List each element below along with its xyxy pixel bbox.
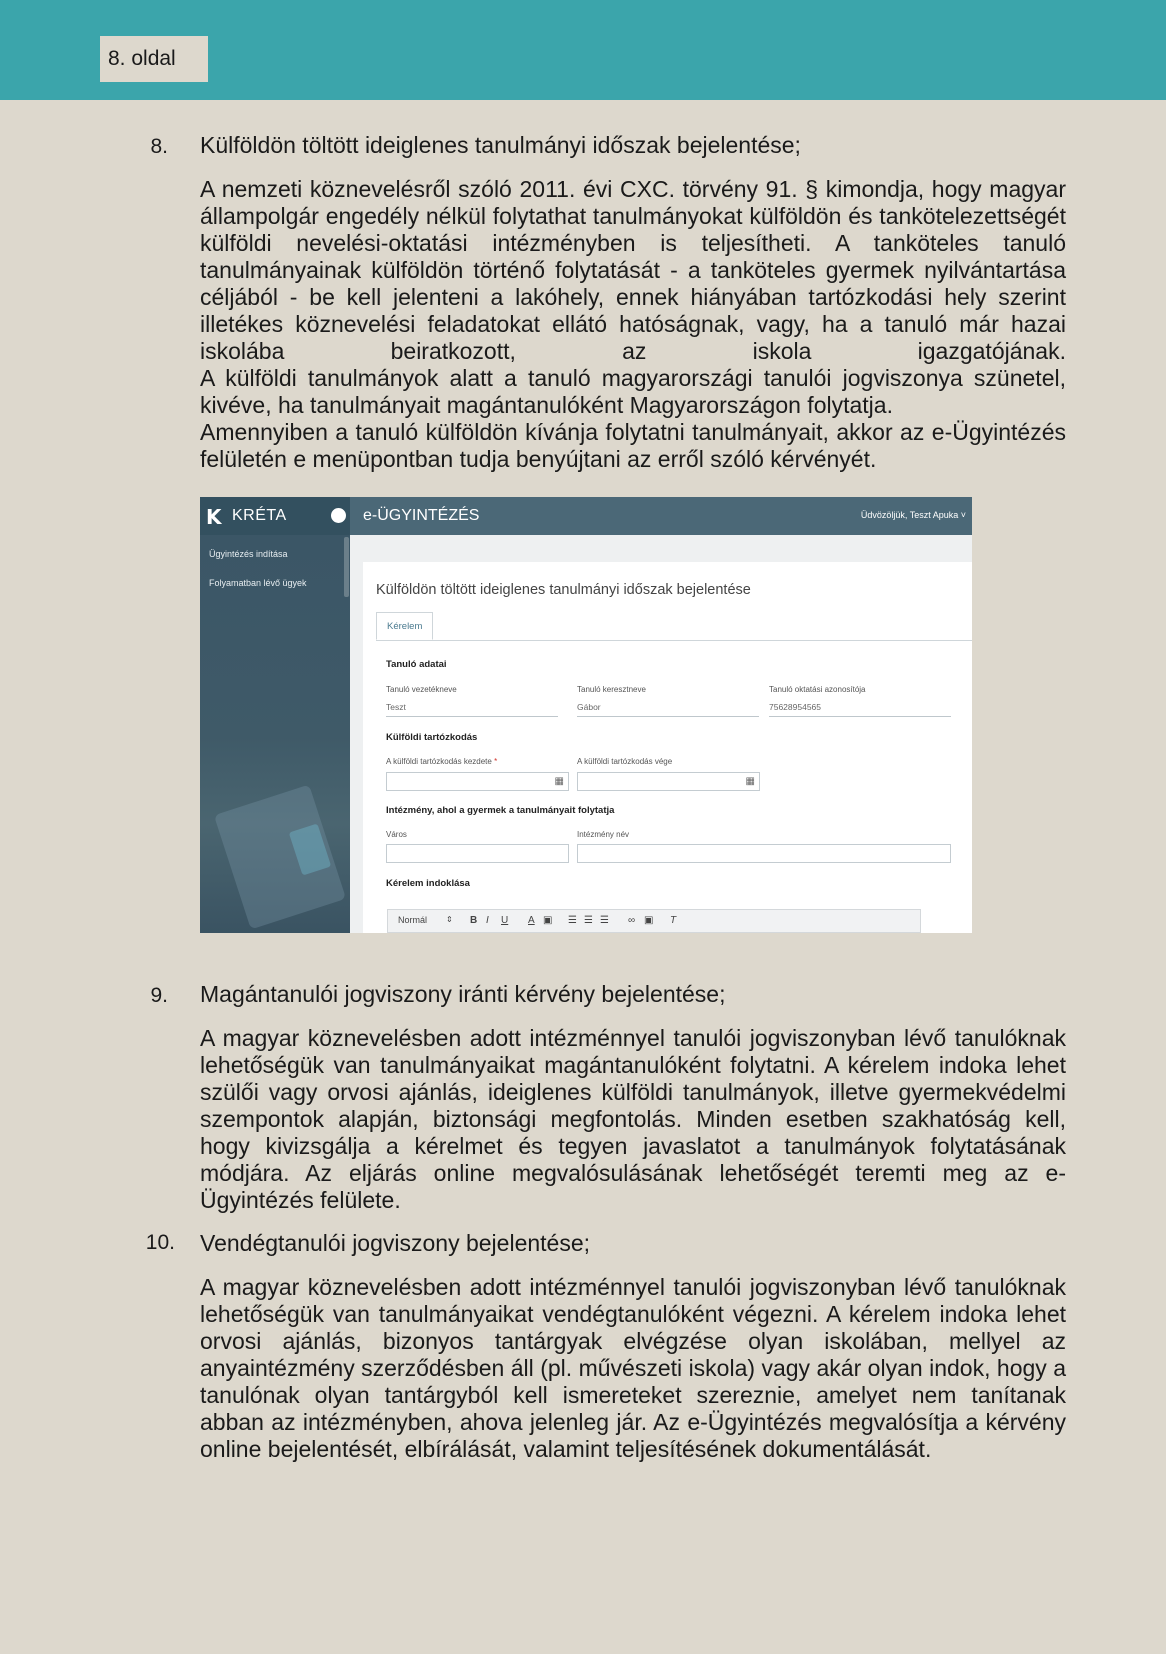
abroad-start-label: A külföldi tartózkodás kezdete [386,757,492,766]
section-number: 8. [150,135,168,158]
section-title: Magántanulói jogviszony iránti kérvény bejelentése; [200,981,726,1007]
user-menu: Üdvözöljük, Teszt Apuka ˅ [860,510,966,520]
institution-section-heading: Intézmény, ahol a gyermek a tanulmányait folytatja [386,805,615,816]
screenshot-sidebar [200,497,350,933]
field-label [386,757,497,766]
section-title: Külföldön töltött ideiglenes tanulmányi időszak bejelentése; [200,132,801,158]
section-title: Vendégtanulói jogviszony bejelentése; [200,1230,591,1256]
kreta-logo-text: KRÉTA [232,507,287,524]
field-underline [577,716,759,717]
paragraph: A magyar köznevelésben adott intézménnyel tanulói jogviszonyban lévő tanulóknak lehetőségük van tanulmányaikat vendégtanulóként végezni. A kérelem indoka lehet orvosi ajánlás, bizonyos tantárgyak elvégzése olyan iskolában, mellyel az anyaintézmény szerződésben áll (pl. művészeti iskola) vagy akár olyan indok, hogy a tanulónak olyan tantárgyból kell ismereteket szereznie, amelyet nem tanítanak abban az intézményben, ahova jelenleg jár. Az e-Ügyintézés megvalósítja a kérvény online bejelentését, elbírálását, valamint teljesítésének dokumentálását. [200,1274,1066,1462]
kreta-logo [200,497,350,535]
font-color-icon: A [528,915,535,926]
required-marker: * [494,757,498,766]
kreta-logo-icon: K [206,505,222,529]
link-icon: ∞ [628,915,636,926]
kreta-screenshot [200,497,972,933]
italic-icon: I [486,915,489,926]
calendar-icon: ▦ [554,776,564,787]
bold-icon: B [470,915,478,926]
paragraph-style-select: Normál [398,915,428,925]
city-input [386,844,569,863]
institution-name-input [577,844,951,863]
app-title: e-ÜGYINTÉZÉS [363,507,480,524]
reason-section-heading: Kérelem indoklása [386,878,470,889]
paragraph: Amennyiben a tanuló külföldön kívánja folytatni tanulmányait, akkor az e-Ügyintézés felületén e menüpontban tudja benyújtani az erről szóló kérvényét. [200,419,1066,472]
field-underline [769,716,951,717]
field-value: Teszt [386,702,406,712]
request-form-card [363,562,972,933]
field-underline [386,716,558,717]
calendar-icon: ▦ [745,776,755,787]
student-section-heading: Tanuló adatai [386,659,447,670]
screenshot-header [350,497,972,535]
paragraph: A nemzeti köznevelésről szóló 2011. évi CXC. törvény 91. § kimondja, hogy magyar állampolgár engedély nélkül folytathat tanulmányokat külföldön és tankötelezettségét külföldi nevelési-oktatási intézményben is teljesítheti. A tanköteles tanuló tanulmányainak külföldön történő folytatását - a tanköteles gyermek nyilvántartása céljából - be kell jelenteni a lakóhely, ennek hiányában tartózkodási hely szerint illetékes köznevelési feladatokat ellátó hatóságnak, vagy, ha a tanuló már hazai iskolába beiratkozott, az iskola igazgatójának. [200,176,1066,364]
sidebar-scrollbar [344,537,349,597]
institution-name-label: Intézmény név [577,830,630,839]
form-tabs [376,612,972,641]
underline-icon: U [501,915,509,926]
bullet-list-icon: ☰ [584,915,593,926]
field-label: Tanuló keresztneve [577,685,646,694]
rich-text-toolbar [387,909,921,933]
field-label: Tanuló oktatási azonosítója [769,685,866,694]
tab-kerelem: Kérelem [376,612,433,640]
city-label: Város [386,830,407,839]
highlight-icon: ▣ [543,915,553,926]
paragraph: A külföldi tanulmányok alatt a tanuló magyarországi tanulói jogviszonya szünetel, kivéve, ha tanulmányait magántanulóként Magyarországon folytatja. [200,365,1066,418]
image-icon: ▣ [644,915,654,926]
field-value: Gábor [577,702,601,712]
abroad-end-label: A külföldi tartózkodás vége [577,757,673,766]
field-label: Tanuló vezetékneve [386,685,457,694]
section-number: 9. [150,984,168,1007]
abroad-end-date-input [577,772,760,791]
section-number: 10. [145,1231,175,1254]
sidebar-toggle-icon [331,508,346,523]
select-arrows-icon: ⇕ [446,915,453,924]
page-number-label: 8. oldal [100,36,208,82]
clear-format-icon: T [670,915,677,926]
sidebar-item-new-case: Ügyintézés indítása [209,549,288,559]
ordered-list-icon: ☰ [568,915,577,926]
abroad-section-heading: Külföldi tartózkodás [386,732,478,743]
paragraph: A magyar köznevelésben adott intézménnyel tanulói jogviszonyban lévő tanulóknak lehetőségük van tanulmányaikat magántanulóként folytatni. A kérelem indoka lehet szülői vagy orvosi ajánlás, ideiglenes külföldi tanulmányok, illetve gyermekvédelmi szempontok alapján, biztonsági megfontolás. Minden esetben szakhatóság kell, hogy kivizsgálja a kérelmet és tegyen javaslatot a tanulmányok folytatásának módjára. Az eljárás online megvalósulásának lehetőségét teremti meg az e-Ügyintézés felülete. [200,1025,1066,1213]
align-icon: ☰ [600,915,609,926]
sidebar-item-ongoing-cases: Folyamatban lévő ügyek [209,578,307,588]
form-title: Külföldön töltött ideiglenes tanulmányi időszak bejelentése [376,582,751,598]
abroad-start-date-input [386,772,569,791]
field-value: 75628954565 [769,702,822,712]
